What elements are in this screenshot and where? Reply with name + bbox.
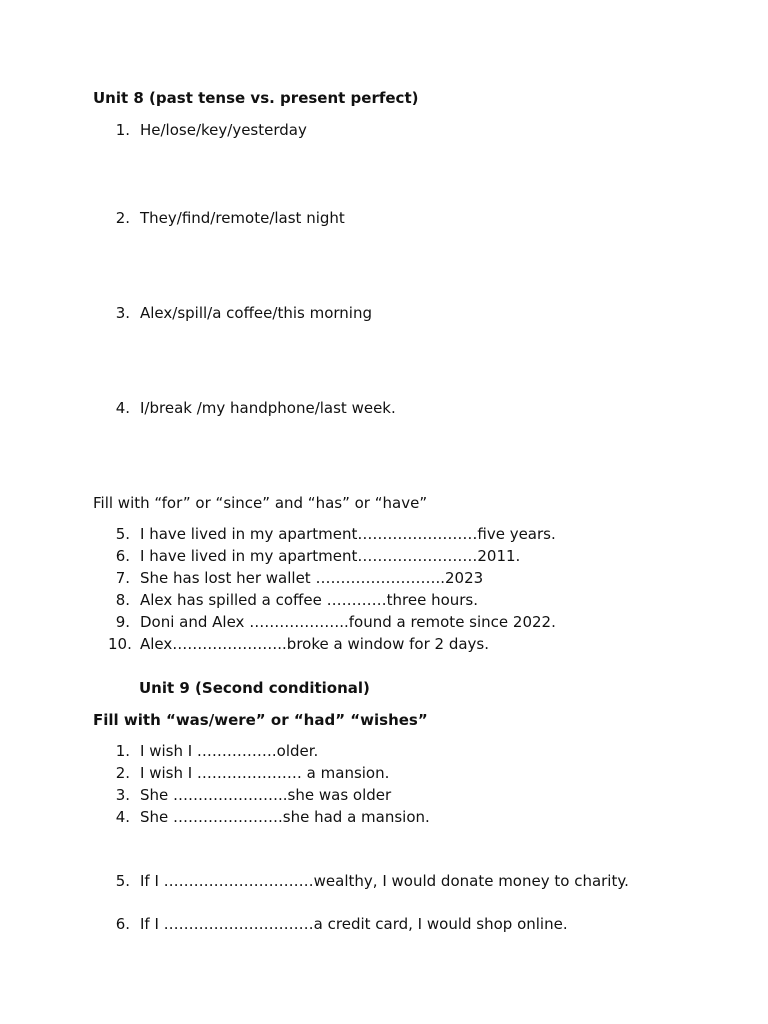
item-number: 10. — [108, 635, 132, 653]
item-text: She …………………..she was older — [140, 786, 392, 804]
list-item — [108, 524, 708, 544]
list-item — [108, 612, 708, 632]
list-item — [108, 303, 708, 323]
item-number: 6. — [115, 547, 130, 565]
item-number: 1. — [115, 121, 130, 139]
list-item — [108, 914, 708, 934]
item-text: Alex…………………..broke a window for 2 days. — [140, 635, 490, 653]
item-number: 6. — [115, 915, 130, 933]
list-item — [108, 546, 708, 566]
unit9-heading: Unit 9 (Second conditional) — [139, 679, 370, 697]
item-text: I have lived in my apartment……………………five years. — [140, 525, 556, 543]
item-text: If I …………………………wealthy, I would donate money to charity. — [140, 872, 629, 890]
item-text: She ………………….she had a mansion. — [140, 808, 430, 826]
item-number: 8. — [115, 591, 130, 609]
item-text: Doni and Alex ………………..found a remote since 2022. — [140, 613, 556, 631]
item-text: Alex/spill/a coffee/this morning — [140, 304, 372, 322]
item-text: I have lived in my apartment……………………2011. — [140, 547, 521, 565]
list-item — [108, 871, 708, 891]
item-text: If I …………………………a credit card, I would shop online. — [140, 915, 568, 933]
item-number: 5. — [115, 872, 130, 890]
list-item — [108, 741, 708, 761]
list-item — [108, 807, 708, 827]
item-text: I wish I ………………… a mansion. — [140, 764, 390, 782]
list-item — [108, 398, 708, 418]
fill-section-heading: Fill with “for” or “since” and “has” or “have” — [93, 494, 428, 512]
item-text: He/lose/key/yesterday — [140, 121, 307, 139]
item-number: 4. — [115, 808, 130, 826]
list-item — [108, 590, 708, 610]
item-number: 3. — [115, 304, 130, 322]
list-item — [108, 785, 708, 805]
list-item — [108, 120, 708, 140]
item-number: 3. — [115, 786, 130, 804]
unit9-subheading: Fill with “was/were” or “had” “wishes” — [93, 711, 428, 729]
item-text: I wish I …………….older. — [140, 742, 319, 760]
item-text: I/break /my handphone/last week. — [140, 399, 396, 417]
item-number: 4. — [115, 399, 130, 417]
list-item — [108, 763, 708, 783]
item-number: 5. — [115, 525, 130, 543]
item-text: She has lost her wallet ……………………..2023 — [140, 569, 484, 587]
item-number: 9. — [115, 613, 130, 631]
unit8-heading: Unit 8 (past tense vs. present perfect) — [93, 89, 419, 107]
item-number: 1. — [115, 742, 130, 760]
item-number: 2. — [115, 764, 130, 782]
item-text: Alex has spilled a coffee …………three hours. — [140, 591, 479, 609]
list-item — [108, 568, 708, 588]
item-text: They/find/remote/last night — [140, 209, 345, 227]
list-item — [108, 208, 708, 228]
item-number: 2. — [115, 209, 130, 227]
list-item — [108, 634, 708, 654]
item-number: 7. — [115, 569, 130, 587]
